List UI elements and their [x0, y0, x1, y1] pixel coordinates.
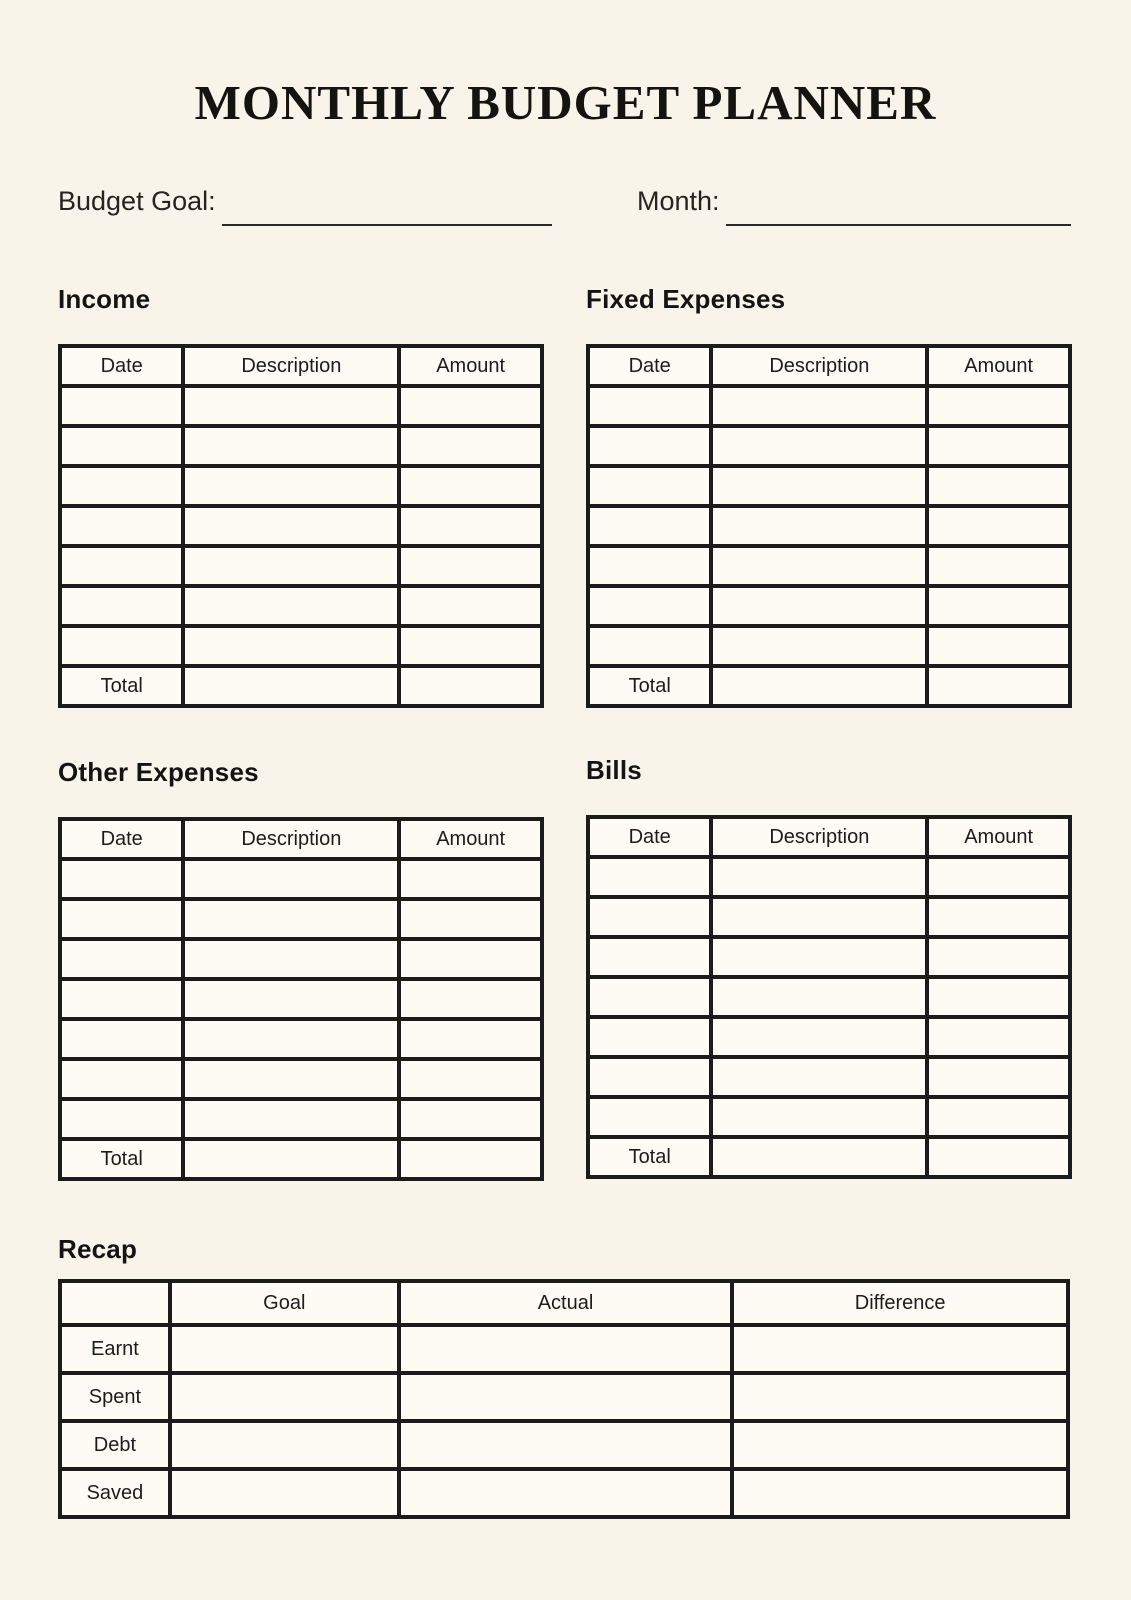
income-header-row [60, 346, 542, 386]
bills-total-row [588, 1137, 1070, 1177]
other-expenses-table [58, 817, 544, 1181]
income-row-3 [60, 466, 542, 506]
entry-cell-description[interactable] [711, 626, 927, 666]
recap-value-cell-difference[interactable] [732, 1373, 1068, 1421]
entry-cell-date[interactable] [60, 859, 183, 899]
column-header-amount: Amount [399, 819, 542, 859]
entry-cell-amount[interactable] [399, 626, 542, 666]
fixed-expenses-row-3 [588, 466, 1070, 506]
total-description-cell[interactable] [711, 1137, 927, 1177]
column-header-description: Description [183, 819, 399, 859]
entry-cell-amount[interactable] [399, 899, 542, 939]
total-description-cell[interactable] [183, 666, 399, 706]
entry-cell-description[interactable] [183, 506, 399, 546]
entry-cell-date[interactable] [60, 939, 183, 979]
entry-cell-amount[interactable] [927, 897, 1070, 937]
total-label-cell: Total [588, 666, 711, 706]
bills-row-2 [588, 897, 1070, 937]
entry-cell-amount[interactable] [927, 386, 1070, 426]
recap-column-header-actual: Actual [399, 1281, 733, 1325]
section-bills [586, 755, 1072, 1179]
entry-cell-date[interactable] [588, 386, 711, 426]
entry-cell-description[interactable] [711, 386, 927, 426]
recap-row-label-spent: Spent [60, 1373, 170, 1421]
section-title-other-expenses: Other Expenses [58, 757, 259, 787]
entry-cell-date[interactable] [588, 626, 711, 666]
bills-row-7 [588, 1097, 1070, 1137]
section-title-income: Income [58, 284, 151, 314]
column-header-description: Description [183, 346, 399, 386]
recap-table [58, 1279, 1070, 1519]
section-other-expenses [58, 757, 544, 1181]
entry-cell-amount[interactable] [399, 1019, 542, 1059]
entry-cell-description[interactable] [711, 897, 927, 937]
section-income [58, 284, 544, 708]
recap-corner-cell [60, 1281, 170, 1325]
section-title-recap: Recap [58, 1234, 138, 1264]
entry-cell-description[interactable] [183, 386, 399, 426]
fixed-expenses-header-row [588, 346, 1070, 386]
other-expenses-row-4 [60, 979, 542, 1019]
entry-cell-date[interactable] [60, 626, 183, 666]
entry-cell-amount[interactable] [927, 546, 1070, 586]
income-row-2 [60, 426, 542, 466]
month-field [637, 184, 1071, 226]
entry-cell-description[interactable] [183, 466, 399, 506]
entry-cell-amount[interactable] [399, 586, 542, 626]
recap-row-label-debt: Debt [60, 1421, 170, 1469]
entry-cell-amount[interactable] [927, 1017, 1070, 1057]
recap-value-cell-actual[interactable] [399, 1421, 733, 1469]
month-label: Month: [637, 186, 720, 216]
entry-cell-amount[interactable] [399, 1059, 542, 1099]
other-expenses-row-1 [60, 859, 542, 899]
entry-cell-date[interactable] [588, 1097, 711, 1137]
recap-row-debt [60, 1421, 1068, 1469]
column-header-amount: Amount [399, 346, 542, 386]
recap-value-cell-actual[interactable] [399, 1373, 733, 1421]
entry-cell-description[interactable] [183, 1099, 399, 1139]
entry-cell-amount[interactable] [927, 1097, 1070, 1137]
entry-cell-amount[interactable] [399, 466, 542, 506]
total-description-cell[interactable] [711, 666, 927, 706]
bills-row-4 [588, 977, 1070, 1017]
entry-cell-date[interactable] [60, 586, 183, 626]
other-expenses-row-6 [60, 1059, 542, 1099]
entry-cell-description[interactable] [183, 1059, 399, 1099]
entry-cell-date[interactable] [60, 1019, 183, 1059]
entry-cell-amount[interactable] [399, 939, 542, 979]
entry-cell-date[interactable] [588, 1057, 711, 1097]
section-title-fixed-expenses: Fixed Expenses [586, 284, 786, 314]
total-label-cell: Total [60, 666, 183, 706]
fixed-expenses-row-7 [588, 626, 1070, 666]
fixed-expenses-table [586, 344, 1072, 708]
column-header-description: Description [711, 817, 927, 857]
entry-cell-date[interactable] [588, 426, 711, 466]
entry-cell-date[interactable] [60, 979, 183, 1019]
entry-cell-date[interactable] [60, 466, 183, 506]
entry-cell-date[interactable] [588, 977, 711, 1017]
income-table [58, 344, 544, 708]
entry-cell-description[interactable] [711, 426, 927, 466]
total-description-cell[interactable] [183, 1139, 399, 1179]
recap-column-header-goal: Goal [170, 1281, 399, 1325]
entry-cell-amount[interactable] [927, 466, 1070, 506]
entry-cell-description[interactable] [711, 586, 927, 626]
budget-goal-label: Budget Goal: [58, 186, 216, 216]
entry-cell-date[interactable] [60, 426, 183, 466]
entry-cell-description[interactable] [711, 546, 927, 586]
other-expenses-header-row [60, 819, 542, 859]
bills-row-3 [588, 937, 1070, 977]
entry-cell-amount[interactable] [927, 1057, 1070, 1097]
entry-cell-description[interactable] [711, 506, 927, 546]
recap-value-cell-actual[interactable] [399, 1469, 733, 1517]
bills-row-5 [588, 1017, 1070, 1057]
entry-cell-description[interactable] [183, 546, 399, 586]
entry-cell-description[interactable] [183, 859, 399, 899]
income-total-row [60, 666, 542, 706]
entry-cell-amount[interactable] [927, 937, 1070, 977]
entry-cell-date[interactable] [588, 586, 711, 626]
other-expenses-row-3 [60, 939, 542, 979]
recap-value-cell-difference[interactable] [732, 1325, 1068, 1373]
entry-cell-description[interactable] [183, 1019, 399, 1059]
total-amount-cell[interactable] [927, 1137, 1070, 1177]
entry-cell-amount[interactable] [399, 426, 542, 466]
column-header-date: Date [60, 346, 183, 386]
fixed-expenses-row-5 [588, 546, 1070, 586]
other-expenses-total-row [60, 1139, 542, 1179]
bills-table [586, 815, 1072, 1179]
income-row-5 [60, 546, 542, 586]
entry-cell-description[interactable] [711, 937, 927, 977]
column-header-date: Date [588, 817, 711, 857]
bills-header-row [588, 817, 1070, 857]
column-header-amount: Amount [927, 817, 1070, 857]
other-expenses-row-7 [60, 1099, 542, 1139]
entry-cell-description[interactable] [183, 899, 399, 939]
entry-cell-amount[interactable] [399, 546, 542, 586]
entry-cell-date[interactable] [60, 546, 183, 586]
entry-cell-date[interactable] [60, 1059, 183, 1099]
entry-cell-amount[interactable] [399, 386, 542, 426]
entry-cell-description[interactable] [183, 586, 399, 626]
fixed-expenses-row-2 [588, 426, 1070, 466]
entry-cell-amount[interactable] [927, 506, 1070, 546]
fixed-expenses-row-1 [588, 386, 1070, 426]
recap-row-label-saved: Saved [60, 1469, 170, 1517]
fixed-expenses-row-6 [588, 586, 1070, 626]
recap-value-cell-goal[interactable] [170, 1421, 399, 1469]
total-label-cell: Total [588, 1137, 711, 1177]
entry-cell-date[interactable] [588, 857, 711, 897]
entry-cell-description[interactable] [711, 1017, 927, 1057]
entry-cell-date[interactable] [60, 899, 183, 939]
entry-cell-date[interactable] [60, 506, 183, 546]
section-title-bills: Bills [586, 755, 642, 785]
entry-cell-description[interactable] [711, 466, 927, 506]
entry-cell-amount[interactable] [927, 626, 1070, 666]
other-expenses-row-5 [60, 1019, 542, 1059]
entry-cell-date[interactable] [588, 546, 711, 586]
entry-cell-amount[interactable] [927, 426, 1070, 466]
fixed-expenses-total-row [588, 666, 1070, 706]
entry-cell-description[interactable] [183, 626, 399, 666]
total-amount-cell[interactable] [399, 1139, 542, 1179]
column-header-description: Description [711, 346, 927, 386]
income-row-1 [60, 386, 542, 426]
recap-row-earnt [60, 1325, 1068, 1373]
entry-cell-date[interactable] [60, 1099, 183, 1139]
entry-cell-description[interactable] [711, 857, 927, 897]
income-row-7 [60, 626, 542, 666]
entry-cell-amount[interactable] [927, 586, 1070, 626]
column-header-date: Date [588, 346, 711, 386]
entry-cell-date[interactable] [60, 386, 183, 426]
section-fixed-expenses [586, 284, 1072, 708]
recap-header-row [60, 1281, 1068, 1325]
column-header-amount: Amount [927, 346, 1070, 386]
bills-row-6 [588, 1057, 1070, 1097]
recap-row-label-earnt: Earnt [60, 1325, 170, 1373]
entry-cell-description[interactable] [183, 979, 399, 1019]
page-title: MONTHLY BUDGET PLANNER [194, 75, 937, 130]
entry-cell-amount[interactable] [399, 506, 542, 546]
entry-cell-amount[interactable] [399, 859, 542, 899]
month-input-line[interactable] [726, 184, 1071, 226]
entry-cell-amount[interactable] [927, 857, 1070, 897]
entry-cell-date[interactable] [588, 1017, 711, 1057]
column-header-date: Date [60, 819, 183, 859]
other-expenses-row-2 [60, 899, 542, 939]
entry-cell-description[interactable] [711, 1097, 927, 1137]
entry-cell-description[interactable] [711, 1057, 927, 1097]
fixed-expenses-row-4 [588, 506, 1070, 546]
recap-column-header-difference: Difference [732, 1281, 1068, 1325]
recap-value-cell-difference[interactable] [732, 1469, 1068, 1517]
recap-value-cell-goal[interactable] [170, 1373, 399, 1421]
entry-cell-date[interactable] [588, 897, 711, 937]
entry-cell-date[interactable] [588, 937, 711, 977]
entry-cell-description[interactable] [183, 426, 399, 466]
entry-cell-description[interactable] [711, 977, 927, 1017]
recap-value-cell-actual[interactable] [399, 1325, 733, 1373]
entry-cell-date[interactable] [588, 466, 711, 506]
budget-goal-field [58, 184, 552, 226]
income-row-4 [60, 506, 542, 546]
entry-cell-amount[interactable] [399, 979, 542, 1019]
entry-cell-amount[interactable] [399, 1099, 542, 1139]
section-recap [58, 1234, 1070, 1519]
recap-value-cell-goal[interactable] [170, 1325, 399, 1373]
recap-row-saved [60, 1469, 1068, 1517]
entry-cell-date[interactable] [588, 506, 711, 546]
total-amount-cell[interactable] [399, 666, 542, 706]
recap-value-cell-difference[interactable] [732, 1421, 1068, 1469]
budget-goal-input-line[interactable] [222, 184, 552, 226]
bills-row-1 [588, 857, 1070, 897]
income-row-6 [60, 586, 542, 626]
entry-cell-description[interactable] [183, 939, 399, 979]
recap-row-spent [60, 1373, 1068, 1421]
recap-value-cell-goal[interactable] [170, 1469, 399, 1517]
total-label-cell: Total [60, 1139, 183, 1179]
entry-cell-amount[interactable] [927, 977, 1070, 1017]
total-amount-cell[interactable] [927, 666, 1070, 706]
